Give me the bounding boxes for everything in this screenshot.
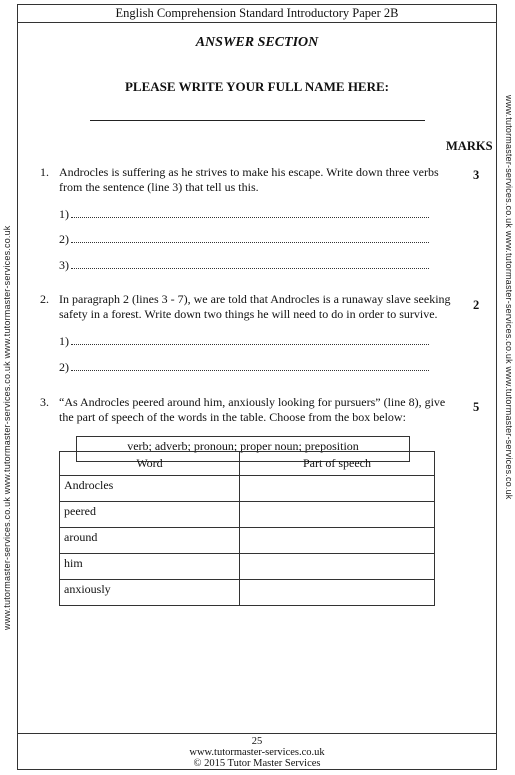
column-header-word: Word (60, 452, 240, 476)
answer-label: 3) (59, 258, 69, 272)
footer-website: www.tutormaster-services.co.uk (189, 747, 325, 758)
footer-divider (17, 733, 497, 734)
answer-cell[interactable] (240, 476, 435, 502)
side-watermark-right: www.tutormaster-services.co.uk www.tutormaster-services.co.uk www.tutormaster-services.co.uk (504, 95, 514, 500)
question-1-answer-2[interactable] (59, 232, 429, 247)
table-row (60, 502, 435, 528)
question-2-answer-1[interactable] (59, 334, 429, 349)
paper-title: English Comprehension Standard Introductory Paper 2B (115, 6, 399, 20)
answer-cell[interactable] (240, 502, 435, 528)
answer-cell[interactable] (240, 554, 435, 580)
answer-cell[interactable] (240, 528, 435, 554)
question-1-answer-1[interactable] (59, 207, 429, 222)
parts-of-speech-table (59, 451, 435, 606)
question-3-marks: 5 (473, 400, 480, 414)
name-answer-line[interactable] (90, 120, 425, 121)
marks-heading: MARKS (446, 139, 493, 153)
question-1-number: 1. (40, 165, 49, 179)
table-row (60, 554, 435, 580)
word-cell: Androcles (60, 476, 240, 502)
answer-label: 1) (59, 334, 69, 348)
word-cell: anxiously (60, 580, 240, 606)
page-number: 25 (251, 736, 263, 747)
question-3-text: “As Androcles peered around him, anxiously looking for pursuers” (line 8), give the part of speech of the words in the table. Choose from the box below: (59, 395, 446, 424)
answer-label: 2) (59, 360, 69, 374)
word-choice-box: verb; adverb; pronoun; proper noun; preposition (76, 436, 410, 462)
question-1-text: Androcles is suffering as he strives to make his escape. Write down three verbs from the sentence (line 3) that tell us this. (59, 165, 439, 194)
word-cell: peered (60, 502, 240, 528)
table-row (60, 476, 435, 502)
question-1-answer-3[interactable] (59, 258, 429, 273)
answer-cell[interactable] (240, 580, 435, 606)
header-divider (17, 22, 497, 23)
question-2-marks: 2 (473, 298, 480, 312)
name-prompt: PLEASE WRITE YOUR FULL NAME HERE: (124, 79, 389, 94)
question-1-marks: 3 (473, 168, 480, 182)
answer-label: 1) (59, 207, 69, 221)
footer-copyright: © 2015 Tutor Master Services (193, 758, 321, 769)
column-header-part-of-speech: Part of speech (240, 452, 435, 476)
section-title: ANSWER SECTION (195, 35, 319, 50)
question-2-answer-2[interactable] (59, 360, 429, 375)
question-3-number: 3. (40, 395, 49, 409)
word-cell: him (60, 554, 240, 580)
page-frame (17, 4, 497, 770)
table-header-row (60, 452, 435, 476)
question-2-number: 2. (40, 292, 49, 306)
table-row (60, 580, 435, 606)
answer-label: 2) (59, 232, 69, 246)
table-row (60, 528, 435, 554)
word-cell: around (60, 528, 240, 554)
question-2-text: In paragraph 2 (lines 3 - 7), we are told that Androcles is a runaway slave seeking safety in a forest. Write down two things he will need to do in order to survive. (59, 292, 451, 321)
side-watermark-left: www.tutormaster-services.co.uk www.tutormaster-services.co.uk www.tutormaster-services.co.uk (2, 225, 12, 630)
